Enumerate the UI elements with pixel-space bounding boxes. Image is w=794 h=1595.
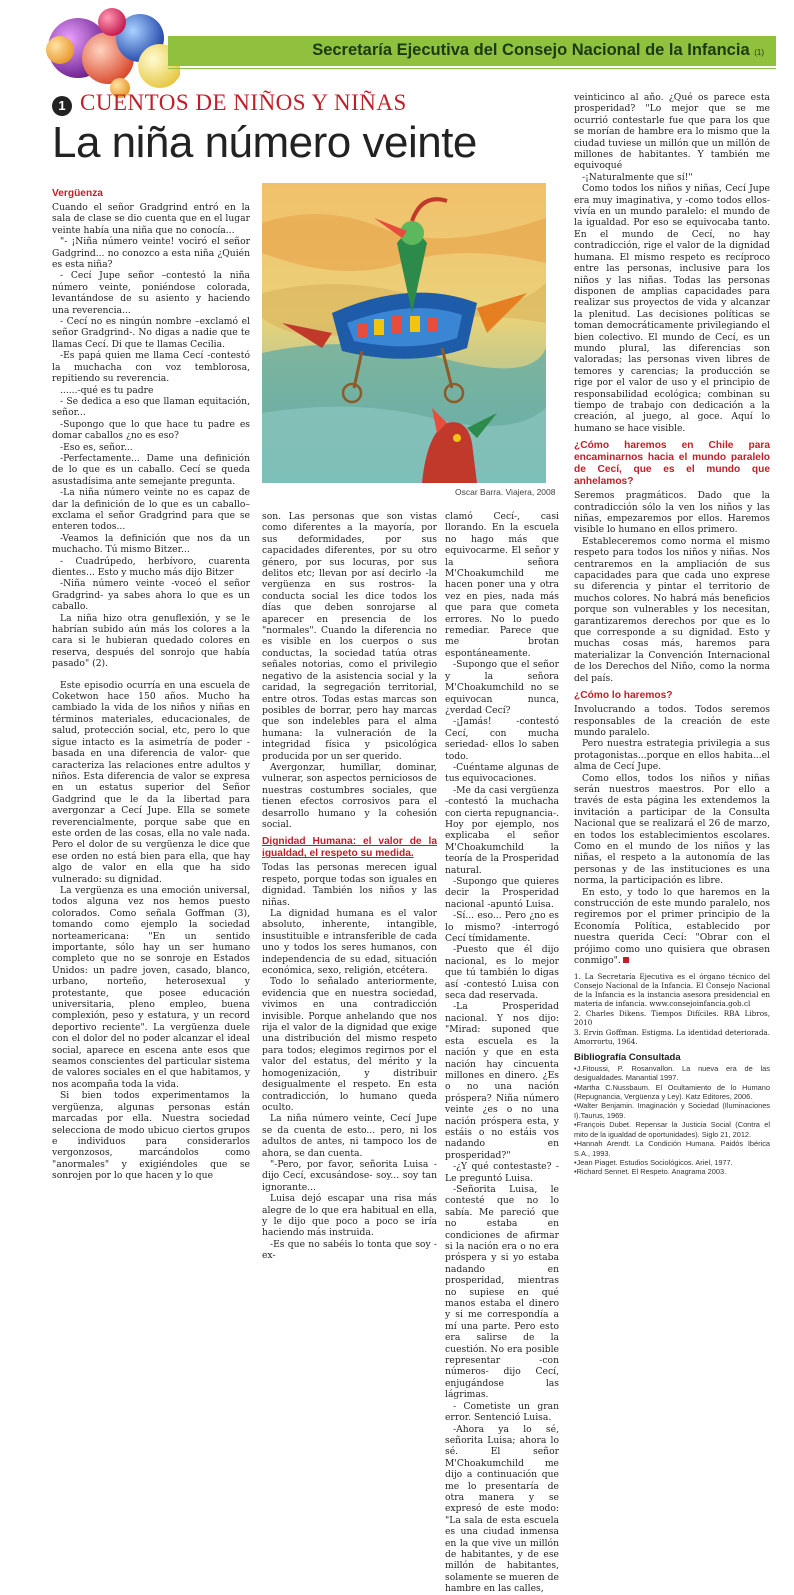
footnotes [574,972,770,1046]
header-title [312,41,764,60]
header-rule [168,68,776,69]
paragraph: Pero nuestra estrategia privilegia a sus protagonistas...porque en ellos habita...el alma de Cecí Jupe. [574,738,770,773]
paragraph: - Se dedica a eso que llaman equitación, señor... [52,395,250,419]
paragraph: -¿Y qué contestaste? - Le preguntó Luisa. [445,1161,559,1184]
column-3 [445,511,559,1595]
paragraph: -Es papá quien me llama Cecí -contestó la muchacha con voz temblorosa, repitiendo su reverencia. [52,350,250,385]
subheading-dignidad: Dignidad Humana: el valor de la igualdad, el respeto su medida. [262,836,437,860]
paragraph: La niña número veinte, Cecí Jupe se da cuenta de esto... pero, ni los adultos de antes, ni tampoco los de ahora, se dan cuenta. [262,1113,437,1159]
paragraph: -Es que no sabéis lo tonta que soy -ex- [262,1238,437,1262]
biblio-item: •J.Fitoussi, P. Rosanvallon. La nueva era de las desigualdades. Manantial 1997. [574,1063,770,1083]
paragraph: La vergüenza es una emoción universal, todos alguna vez nos hemos puesto colorados. Como señala Goffman (3), tomando como ejemplo la sociedad norteamericana: "En un sentido importante, sólo hay un ser humano completo que no se sonroje en Estados Unidos: un padre joven, casado, blanco, urbano, norteño, heterosexual y protestante, que posee educación universitaria, pleno empleo, buena complexión, peso y estatura, y un record deportivo reciente". La vergüenza duele con el dolor del no poder alcanzar el ideal social, aparece en escena ante esos que seamos conscientes del particular sistema de valores sociales en el que habitamos, y nos acompaña toda la vida. [52,884,250,1090]
paragraph: -Ahora ya lo sé, señorita Luisa; ahora lo sé. El señor M'Choakumchild me dijo a continuación que me lo presentaría de otra manera y se expresó de este modo: "La sala de esta escuela es una ciudad inmensa en la que vive un millón de habitantes, y de ese millón de habitantes, solamente se mueren de hambre en las calles, [445,1423,559,1595]
paragraph: Cuando el señor Gradgrind entró en la sala de clase se dio cuenta que en el lugar veinte había una niña que no conocía... [52,202,250,236]
paragraph: -¡Naturalmente que sí!" [582,171,693,183]
header-ref: (1) [754,48,764,57]
paragraph: La niña hizo otra genuflexión, y se le habrían subido aún más los colores a la cara si le hubieran quedado colores en reserva, después del sonrojo que había pasado" (2). [52,612,250,670]
paragraph: - Cecí Jupe señor –contestó la niña número veinte, poniéndose colorada, levantándose de su asiento y haciendo una reverencia... [52,270,250,316]
paragraph: - Cometiste un gran error. Sentenció Luisa. [445,1400,559,1424]
end-mark [623,957,629,963]
paragraph: -Veamos la definición que nos da un muchacho. Tú mismo Bitzer... [52,532,250,556]
paragraph: "- ¡Niña número veinte! vociró el señor Gadgrind... no conozco a esta niña ¿Quién es esta niña? [52,236,250,271]
biblio-item: •Walter Benjamin. Imaginación y Sociedad (Iluminaciones I).Taurus, 1969. [574,1101,770,1120]
paragraph: -Cuéntame algunas de tus equivocaciones. [445,761,559,785]
article-title: La niña número veinte [52,118,477,167]
paragraph: Todas las personas merecen igual respeto, porque todas son iguales en dignidad. También los niños y las niñas. [262,862,437,908]
paragraph: -Puesto que él dijo nacional, es lo mejor que tú también lo digas así -contestó Luisa con seca dad reservada. [445,944,559,1002]
biblio-item: •Jean Piaget. Estudios Sociológicos. Ariel, 1977. [574,1157,733,1167]
paragraph: -Niña número veinte -voceó el señor Gradgrind- ya sabes ahora lo que es un caballo. [52,578,250,613]
column-4 [574,92,770,1177]
biblio-item: •Richard Sennet. El Respeto. Anagrama 2003. [574,1167,727,1177]
bubble-pink [98,8,126,36]
illustration-painting [262,183,546,483]
paragraph: Como todos los niños y niñas, Cecí Jupe era muy imaginativa, y -como todos ellos- vivía en un mundo paralelo: el mundo de la igualdad. Por eso se equivocaba tanto. En el mundo de Cecí, no hay contradicción, rige el valor de la dignidad humana. El mismo respeto es recíproco entre las personas, inclusive para los niños y las niñas. Todas las personas disponen de amplias capacidades para realizar sus proyectos de vida y alcanzar la plenitud. Las decisiones políticas se toman democráticamente privilegiando el bien colectivo. El mundo de Cecí, es un mundo plural, las diferencias son valoradas; las personas viven libres de temores y carencias; la producción se rige por el valor de uso y el principio de responsabilidad ecológica; combinan su tiempo de trabajo con dedicación a la creación, al juego, al goce. Aquí lo humano se hace visible. [574,183,770,434]
paragraph-final [574,887,770,967]
column-1 [52,182,250,1182]
header-title-text: Secretaría Ejecutiva del Consejo Nacional de la Infancia [312,41,750,59]
biblio-item: •Martha C.Nussbaum. El Ocultamiento de lo Humano (Repugnancia, Vergüenza y Ley). Katz Editores, 2006. [574,1082,770,1102]
paragraph: -La Prosperidad nacional. Y nos dijo: "Mirad: suponed que esta escuela es la nación y que en esta nación hay cincuenta millones en dinero. ¿Es o no una nación próspera? Niña número veinte ¿es o no una nación próspera esta, y estáis o no estáis vos nadando en prosperidad?" [445,1001,559,1161]
paragraph: -¡Jamás! -contestó Cecí, con mucha seriedad- ellos lo saben todo. [445,716,559,762]
paragraph: La dignidad humana es el valor absoluto, inherente, intangible, insustituible e intransferible de cada uno y todos los seres humanos, con independencia de su edad, situación económica, sexo, religión, etcétera. [262,908,437,977]
paragraph: Este episodio ocurría en una escuela de Coketwon hace 150 años. Mucho ha cambiado la vida de los niños y niñas en términos materiales, educacionales, de salud, protección social, etc, pero lo que sigue intacto es la asimetría de poder -basada en una diferencia de valor- que caracteriza las relaciones entre adultos y niños. Esta diferencia de valor se expresa en un estatus superior del Señor Gadgrind que le da la libertad para avergonzar a Cecí Jupe. Ella se somete reverencialmente, porque sabe que en este orden de las cosas, ella no vale nada. Pero el dolor de su vergüenza le dice que ese orden no está bien para ella, que hay algo de valor en ella que ha sido vulnerado: su dignidad. [52,679,250,885]
subheading-verguenza: Vergüenza [52,188,103,199]
illustration [262,183,546,483]
footnote: 3. Ervin Goffman. Estigma. La identidad deteriorada. Amorrortu, 1964. [574,1028,770,1047]
paragraph: Estableceremos como norma el mismo respeto para todos los niños y niñas. Nos centraremos en la ampliación de sus capacidades para que cada uno exprese su diferencia y pintar el territorio de muchos colores. No habrá más beneficios porque son vulnerables y los necesitan, garantizaremos derechos por que es lo que corresponde a su dignidad. Esto y muchas cosas más, haremos para materializar la Convención Internacional de los Derechos del Niño, como la norma del país. [574,535,770,684]
paragraph: -Eso es, señor... [60,441,133,453]
final-text: En esto, y todo lo que haremos en la construcción de este mundo paralelo, nos regiremos por el primer principio de la Economía Política, establecido por nuestra querida Cecí: "Obrar con el prójimo como uno quisiera que obrasen conmigo". [574,886,770,967]
paragraph: -Supongo que el señor y la señora M'Choakumchild no se equivocan nunca, ¿verdad Cecí? [445,659,559,716]
paragraph: clamó Cecí-, casi llorando. En la escuela no hago más que equivocarme. El señor y la señora M'Choakumchild me hacen poner una y otra vez en pies, nada más que para que cometa errores. No lo puedo remediar. Parece que me brotan espontáneamente. [445,511,559,659]
paragraph: Luisa dejó escapar una risa más alegre de lo que era habitual en ella, y le dijo que poco a poco se iría haciendo más instruida. [262,1193,437,1239]
paragraph: "-Pero, por favor, señorita Luisa -dijo Cecí, excusándose- soy... soy tan ignorante... [262,1158,437,1193]
paragraph: Si bien todos experimentamos la vergüenza, algunas personas están marcadas por ella. Nuestra sociedad selecciona de modo ubicuo ciertos grupos e individuos para considerarlos vergonzosos, marcándolos como "anormales" y exigiéndoles que se sonrojen por lo que hacen y lo que [52,1090,250,1182]
biblio-item: •François Dubet. Repensar la Justicia Social (Contra el mito de la igualdad de oportunidades). Siglo 21, 2012. [574,1120,770,1139]
paragraph: Seremos pragmáticos. Dado que la contradicción sólo la ven los niños y las niñas, empezaremos por ellos. Haremos visible lo humano en ellos primero. [574,490,770,536]
paragraph: Como ellos, todos los niños y niñas serán nuestros maestros. Por ello a través de esta página les extendemos la invitación a participar de la Consulta Nacional que se realizará el 26 de marzo, en todos los establecimientos escolares. Como en el mundo de los niños y las niñas, el respeto a la autonomía de las personas y de las instituciones es una norma, la participación es libre. [574,772,770,887]
paragraph: -Sí... eso... Pero ¿no es lo mismo? -interrogó Cecí tímidamente. [445,910,559,945]
paragraph: -Señorita Luisa, le contesté que no lo sabía. Me pareció que no estaba en condiciones de afirmar si la nación era o no era próspera y si yo estaba nadando en prosperidad, mientras no supiese en qué manos estaba el dinero y si me correspondía a mí una parte. Pero esto era salirse de la cuestión. No era posible representar -con números- dijo Cecí, enjugándose las lágrimas. [445,1183,559,1401]
paragraph: -Me da casi vergüenza -contestó la muchacha con cierta repugnancia-. Hoy por ejemplo, nos explicaba el señor M'Choakumchild la teoría de la Prosperidad natural. [445,784,559,876]
subheading-como-lo-haremos: ¿Cómo lo haremos? [574,690,673,702]
paragraph: veinticinco al año. ¿Qué os parece esta prosperidad? "Lo mejor que se me ocurrió contestarle fue que para los que se morían de hambre era lo mismo que la ciudad tuviese un millón que un millón de millones de habitantes. Y también me equivoqué [574,92,770,172]
subheading-como-haremos-chile: ¿Cómo haremos en Chile para encaminarnos hacia el mundo paralelo de Cecí, que es el mundo que anhelamos? [574,440,770,488]
bibliography [574,1064,770,1177]
paragraph: -Supongo que lo que hace tu padre es domar caballos ¿no es eso? [52,418,250,442]
paragraph: - Cuadrúpedo, herbívoro, cuarenta dientes... Esto y mucho más dijo Bitzer [52,555,250,578]
paragraph: son. Las personas que son vistas como diferentes a la mayoría, por sus deformidades, por sus capacidades diferentes, por su otro género, por sus locuras, por sus delitos etc; llevan por así decirlo -la vergüenza en sus rostros- la conducta social les dice todos los días que deben sonrojarse al aparecer en presencia de los "normales". Cuando la diferencia no es visible en los cuerpos o sus conductas, la sociedad tatúa otras señales notorias, como el privilegio negativo de la asistencia social y la caridad, la segregación territorial, entre otros. Todas estas marcas son posibles de borrar, pero hay marcas que son indelebles para el alma humana: la vulneración de la integridad física y psicológica producida por un ser querido. [262,511,437,762]
header-bar [168,36,776,66]
paragraph: Involucrando a todos. Todos seremos responsables de la creación de este mundo paralelo. [574,704,770,738]
paragraph: -La niña número veinte no es capaz de dar la definición de lo que es un caballo– exclama el señor Gradgrind para que se enteren todos... [52,487,250,533]
footnote: 1. La Secretaría Ejecutiva es el órgano técnico del Consejo Nacional de la Infancia. El Consejo Nacional de la Infancia es la instancia asesora presidencial en materia de infancia. www.consejoinfancia.gob.cl [574,972,770,1009]
paragraph: - Cecí no es ningún nombre –exclamó el señor Gradgrind-. No digas a nadie que te llamas Cecí. Di que te llamas Cecilia. [52,316,250,350]
biblio-item: •Hannah Arendt. La Condición Humana. Paidós Ibérica S.A., 1993. [574,1139,770,1158]
bubble-orange-small [46,36,74,64]
footnote: 2. Charles Dikens. Tiempos Difíciles. RBA Libros, 2010 [574,1009,770,1028]
paragraph: Todo lo señalado anteriormente, evidencia que en nuestra sociedad, vivimos en una contradicción invisible. Porque anhelando que nos rija el valor de la dignidad que exige una distribución del mismo respeto para todos; elegimos regirnos por el valor del estatus, del mérito y la homogenización, y distribuir desigualmente el respeto. En esta contradicción, lo humano queda oculto. [262,976,437,1113]
paragraph: ......-qué es tu padre [60,384,154,396]
section-number: 1 [52,96,72,116]
column-2 [262,511,437,1262]
bibliography-title: Bibliografía Consultada [574,1052,681,1064]
section-label: CUENTOS DE NIÑOS Y NIÑAS [80,90,407,115]
illustration-caption: Oscar Barra. Viajera, 2008 [455,487,556,497]
paragraph: -Perfectamente... Dame una definición de lo que es un caballo. Cecí se queda asustadísima ante semejante pregunta. [52,452,250,487]
paragraph: -Supongo que quieres decir la Prosperidad nacional -apuntó Luisa. [445,876,559,910]
paragraph: Avergonzar, humillar, dominar, vulnerar, son aspectos perniciosos de nuestras costumbres sociales, que tienen efectos corrosivos para el desarrollo humano y la cohesión social. [262,761,437,830]
